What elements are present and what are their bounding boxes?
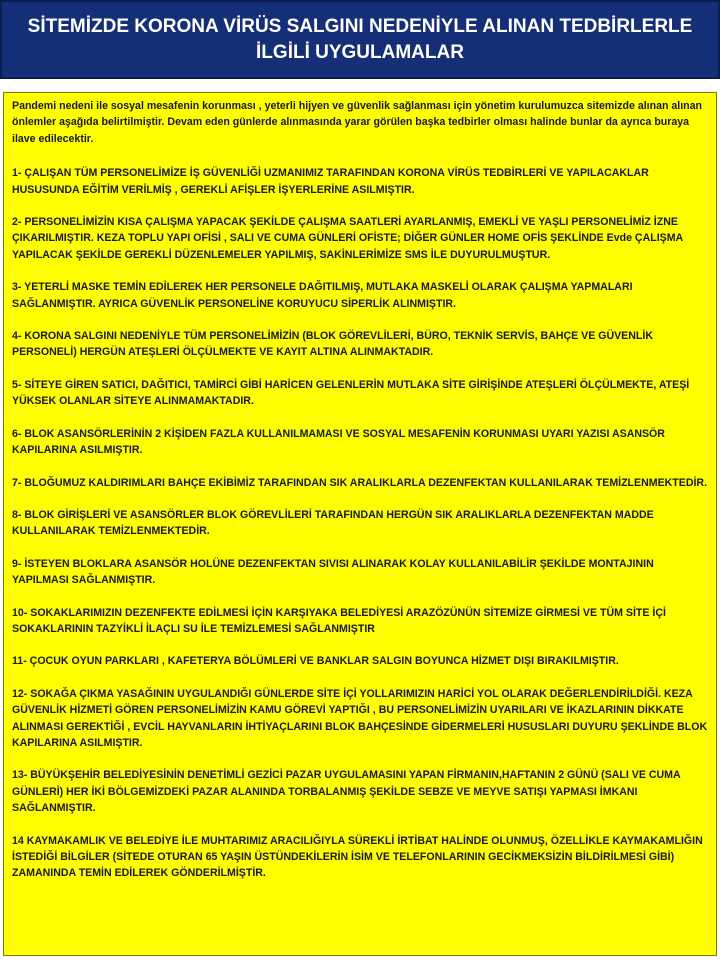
measure-item-2: 2- PERSONELİMİZİN KISA ÇALIŞMA YAPACAK ŞEKİLDE ÇALIŞMA SAATLERİ AYARLANMIŞ, EMEKLİ VE YAŞLI PERSONELİMİZ İZNE ÇIKARILMIŞTIR. KEZA TOPLU YAPI OFİSİ , SALI VE CUMA GÜNLERİ OFİSTE; DİĞER GÜNLER HOME OFİS ŞEKLİNDE Evde ÇALIŞMA YAPILACAK ŞEKİLDE GEREKLİ DÜZENLEMELER YAPILMIŞ, SAKİNLERİMİZE SMS İLE DUYURULMUŞTUR. [12, 216, 683, 261]
page-title [8, 14, 713, 66]
intro-paragraph: Pandemi nedeni ile sosyal mesafenin korunması , yeterli hijyen ve güvenlik sağlanması için yönetim kurulumuzca sitemizde alınan alınan önlemler aşağıda belirtilmiştir. Devam eden günlerde alınmasında yarar görülen başka tedbirler olması halinde bunlar da ayrıca buraya ilave edilecektir. [12, 100, 703, 145]
title-banner [0, 0, 720, 79]
measure-item-7: 7- BLOĞUMUZ KALDIRIMLARI BAHÇE EKİBİMİZ TARAFINDAN SIK ARALIKLARLA DEZENFEKTAN KULLANILARAK TEMİZLENMEKTEDİR. [12, 476, 708, 489]
measure-item-13: 13- BÜYÜKŞEHİR BELEDİYESİNİN DENETİMLİ GEZİCİ PAZAR UYGULAMASINI YAPAN FİRMANIN,HAFTANIN 2 GÜNÜ (SALI VE CUMA GÜNLERİ) HER İKİ BÖLGEMİZDEKİ PAZAR ALANINDA TORBALANMIŞ ŞEKİLDE SEBZE VE MEYVE SATIŞI YAPMASI İMKANI SAĞLANMIŞTIR. [12, 769, 681, 815]
title-line-1: SİTEMİZDE KORONA VİRÜS SALGINI NEDENİYLE ALINAN TEDBİRLERLE [27, 15, 693, 37]
measure-item-5: 5- SİTEYE GİREN SATICI, DAĞITICI, TAMİRCİ GİBİ HARİCEN GELENLERİN MUTLAKA SİTE GİRİŞİNDE ATEŞLERİ ÖLÇÜLMEKTE, ATEŞİ YÜKSEK OLANLAR SİTEYE ALINMAMAKTADIR. [12, 378, 690, 408]
measure-item-10: 10- SOKAKLARIMIZIN DEZENFEKTE EDİLMESİ İÇİN KARŞIYAKA BELEDİYESİ ARAZÖZÜNÜN SİTEMİZE GİRMESİ VE TÜM SİTE İÇİ SOKAKLARININ TAZYİKLİ İLAÇLI SU İLE TEMİZLEMESİ SAĞLANMIŞTIR [12, 606, 666, 635]
announcement-panel [3, 92, 717, 956]
measure-item-9: 9- İSTEYEN BLOKLARA ASANSÖR HOLÜNE DEZENFEKTAN SIVISI ALINARAK KOLAY KULLANILABİLİR ŞEKİLDE MONTAJININ YAPILMASI SAĞLANMIŞTIR. [12, 557, 654, 587]
measure-item-14: 14 KAYMAKAMLIK VE BELEDİYE İLE MUHTARIMIZ ARACILIĞIYLA SÜREKLİ İRTİBAT HALİNDE OLUNMUŞ, ÖZELLİKLE KAYMAKAMLIĞIN İSTEDİĞİ BİLGİLER (SİTEDE OTURAN 65 YAŞIN ÜSTÜNDEKİLERİN İSİM VE TELEFONLARININ GECİKMEKSİZİN BİLDİRİLMESİ GİBİ) ZAMANINDA TEMİN EDİLEREK GÖNDERİLMİŞTİR. [12, 834, 703, 880]
measure-item-11: 11- ÇOCUK OYUN PARKLARI , KAFETERYA BÖLÜMLERİ VE BANKLAR SALGIN BOYUNCA HİZMET DIŞI BIRAKILMIŞTIR. [12, 655, 619, 668]
title-line-2: İLGİLİ UYGULAMALAR [256, 41, 464, 63]
measure-item-12: 12- SOKAĞA ÇIKMA YASAĞININ UYGULANDIĞI GÜNLERDE SİTE İÇİ YOLLARIMIZIN HARİCİ YOL OLARAK DEĞERLENDİRİLDİĞİ. KEZA GÜVENLİK HİZMETİ GÖREN PERSONELİMİZİN KAMU GÖREVİ YAPTIĞI , BU PERSONELİMİZİN UYARILARI VE İKAZLARININ DİKKATE ALINMASI GEREKTİĞİ , EVCİL HAYVANLARIN İHTİYAÇLARINI BLOK BAHÇESİNDE GİDERMELERİ HUSUSLARI DUYURU ŞEKLİNDE BLOK KAPILARINA ASILMIŞTIR. [12, 687, 708, 749]
measure-item-3: 3- YETERLİ MASKE TEMİN EDİLEREK HER PERSONELE DAĞITILMIŞ, MUTLAKA MASKELİ OLARAK ÇALIŞMA YAPMALARI SAĞLANMIŞTIR. AYRICA GÜVENLİK PERSONELİNE KORUYUCU SİPERLİK ALINMIŞTIR. [12, 281, 633, 310]
measure-item-8: 8- BLOK GİRİŞLERİ VE ASANSÖRLER BLOK GÖREVLİLERİ TARAFINDAN HERGÜN SIK ARALIKLARLA DEZENFEKTAN MADDE KULLANILARAK TEMİZLENMEKTEDİR. [12, 508, 654, 538]
measure-item-6: 6- BLOK ASANSÖRLERİNİN 2 KİŞİDEN FAZLA KULLANILMAMASI VE SOSYAL MESAFENİN KORUNMASI UYARI YAZISI ASANSÖR KAPILARINA ASILMIŞTIR. [12, 427, 665, 457]
measure-item-4: 4- KORONA SALGINI NEDENİYLE TÜM PERSONELİMİZİN (BLOK GÖREVLİLERİ, BÜRO, TEKNİK SERVİS, BAHÇE VE GÜVENLİK PERSONELİ) HERGÜN ATEŞLERİ ÖLÇÜLMEKTE VE KAYIT ALTINA ALINMAKTADIR. [12, 330, 653, 359]
measure-item-1: 1- ÇALIŞAN TÜM PERSONELİMİZE İŞ GÜVENLİĞİ UZMANIMIZ TARAFINDAN KORONA VİRÜS TEDBİRLERİ VE YAPILACAKLAR HUSUSUNDA EĞİTİM VERİLMİŞ , GEREKLİ AFİŞLER İŞYERLERİNE ASILMIŞTIR. [12, 167, 649, 196]
